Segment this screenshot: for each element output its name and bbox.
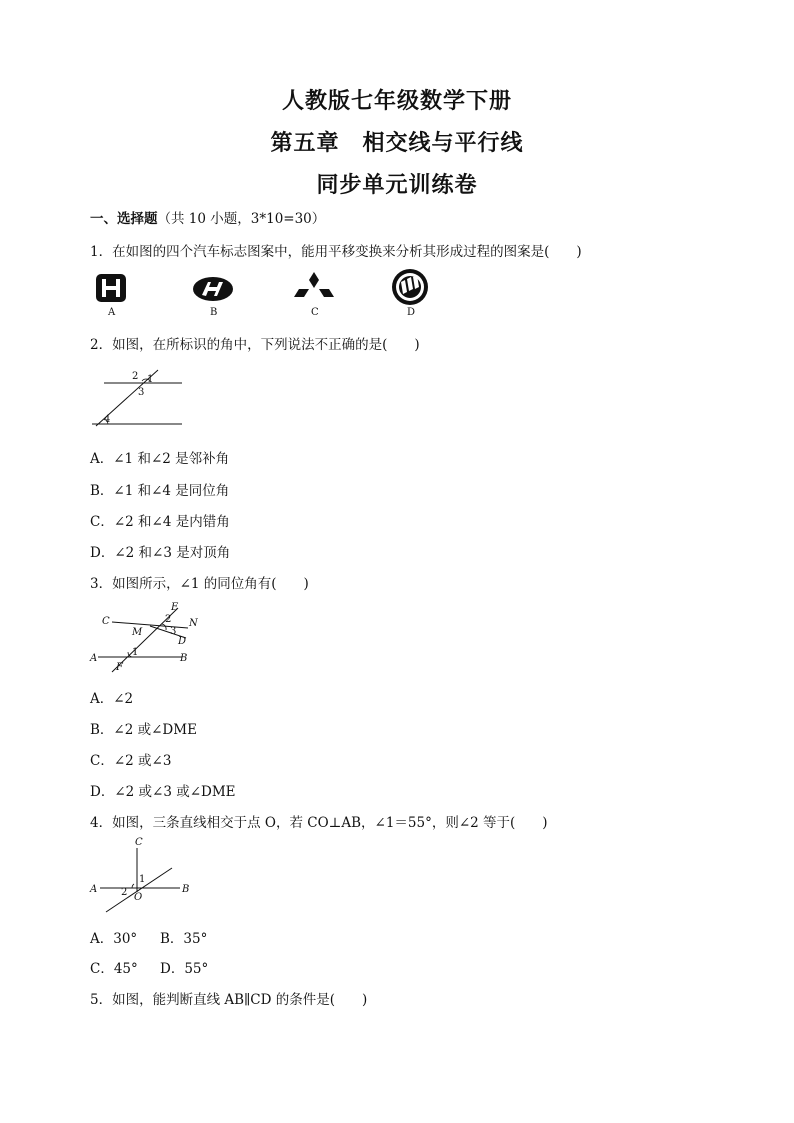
q3-point-label-e: E <box>171 602 179 613</box>
q4-option-c: C．45° <box>90 961 138 977</box>
q4-point-label-b: B <box>182 884 190 895</box>
q2-angle-label-3: 3 <box>138 387 145 398</box>
logo-label-b: B <box>210 307 218 318</box>
title-line-2: 第五章 相交线与平行线 <box>270 130 524 156</box>
q3-point-label-b: B <box>180 653 188 664</box>
question-2-text: 2．如图，在所标识的角中，下列说法不正确的是( ) <box>90 337 420 353</box>
q4-angle-label-2: 2 <box>121 887 128 898</box>
q4-options-row-2 <box>90 957 208 977</box>
q3-option-d: D．∠2 或∠3 或∠DME <box>90 784 236 800</box>
q3-point-label-m: M <box>132 627 143 638</box>
section-heading <box>90 207 325 227</box>
logo-label-d: D <box>407 307 416 318</box>
q4-option-d: D．55° <box>160 961 209 977</box>
q3-point-label-c: C <box>102 616 110 627</box>
title-line-1: 人教版七年级数学下册 <box>281 88 512 114</box>
q3-option-c: C．∠2 或∠3 <box>90 753 172 769</box>
question-1-text: 1．在如图的四个汽车标志图案中，能用平移变换来分析其形成过程的图案是( ) <box>90 244 582 260</box>
q3-option-a: A．∠2 <box>90 691 134 707</box>
section-note: （共 10 小题，3*10=30） <box>157 211 326 227</box>
title-line-3: 同步单元训练卷 <box>316 172 478 198</box>
q4-point-label-c: C <box>135 837 143 848</box>
logo-label-c: C <box>311 307 319 318</box>
q4-options-row-1 <box>90 927 207 947</box>
honda-logo-icon <box>96 274 126 302</box>
question-2-figure <box>90 366 190 430</box>
q3-point-label-d: D <box>178 636 187 647</box>
mitsubishi-logo-icon <box>294 272 334 297</box>
q4-point-label-a: A <box>90 884 98 895</box>
buick-logo-icon <box>392 269 428 305</box>
q2-angle-label-2: 2 <box>132 371 139 382</box>
q3-point-label-f: F <box>116 662 123 673</box>
q2-option-d: D．∠2 和∠3 是对顶角 <box>90 545 231 561</box>
q3-angle-label-1: 1 <box>132 647 139 658</box>
q2-angle-label-1: 1 <box>147 374 154 385</box>
question-4-text: 4．如图，三条直线相交于点 O，若 CO⊥AB，∠1＝55°，则∠2 等于( ) <box>90 815 548 831</box>
question-4-figure <box>90 836 200 916</box>
car-logos-figure <box>90 268 450 320</box>
logo-label-a: A <box>108 307 116 318</box>
q3-angle-label-3: 3 <box>170 626 177 637</box>
q4-angle-label-1: 1 <box>139 874 146 885</box>
q4-point-label-o: O <box>134 892 143 903</box>
q3-point-label-n: N <box>189 618 198 629</box>
q2-option-a: A．∠1 和∠2 是邻补角 <box>90 451 230 467</box>
q3-option-b: B．∠2 或∠DME <box>90 722 197 738</box>
q4-option-b: B．35° <box>160 931 208 947</box>
hyundai-logo-icon <box>193 277 233 301</box>
question-5-text: 5．如图，能判断直线 AB∥CD 的条件是( ) <box>90 992 368 1008</box>
q2-option-b: B．∠1 和∠4 是同位角 <box>90 483 230 499</box>
q2-option-c: C．∠2 和∠4 是内错角 <box>90 514 230 530</box>
question-3-figure <box>90 600 210 674</box>
q3-angle-label-2: 2 <box>165 614 172 625</box>
q4-option-a: A．30° <box>90 931 138 947</box>
q2-angle-label-4: 4 <box>104 414 111 425</box>
q3-point-label-a: A <box>90 653 98 664</box>
section-label: 一、选择题 <box>90 211 158 227</box>
question-3-text: 3．如图所示，∠1 的同位角有( ) <box>90 576 309 592</box>
